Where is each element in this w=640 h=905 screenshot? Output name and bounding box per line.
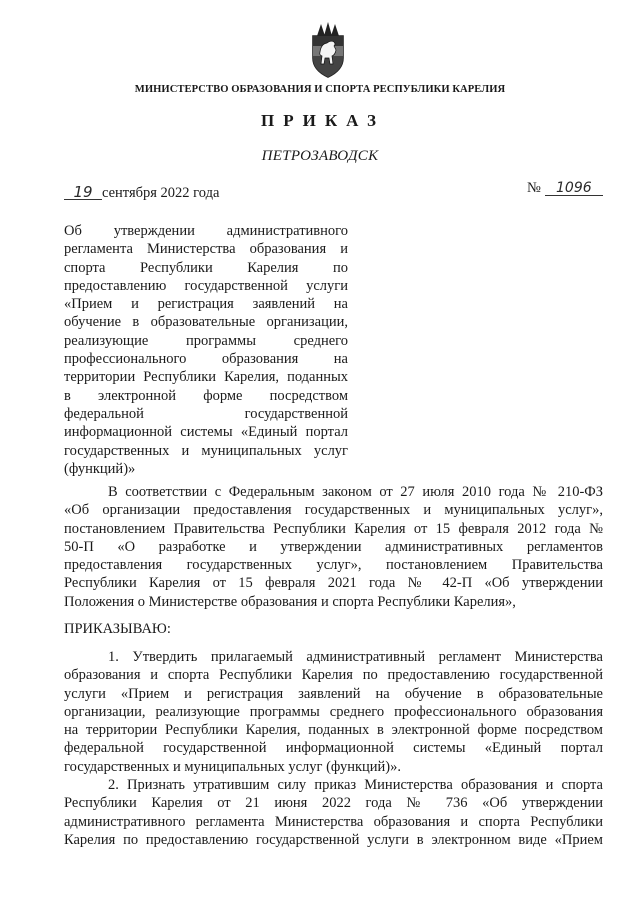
- item2-line: Республики Карелия от 21 июня 2022 года № 736 «Об утверждении: [64, 795, 603, 812]
- subject-line: реализующие программы среднего: [64, 332, 348, 349]
- subject-line: спорта Республики Карелия по: [64, 259, 348, 276]
- subject-line: регламента Министерства образования и: [64, 241, 348, 258]
- item1-line: 1. Утвердить прилагаемый административный регламент Министерства: [108, 649, 603, 665]
- subject-line: (функций)»: [64, 460, 136, 477]
- order-date: [64, 185, 219, 202]
- subject-line: в электронной форме посредством: [64, 387, 348, 404]
- karelia-coat-of-arms-icon: [309, 22, 347, 78]
- subject-line: Об утверждении административного: [64, 223, 348, 239]
- number-symbol: №: [527, 180, 541, 196]
- item2-line: Карелия по предоставлению государственной услуги в электронном виде «Прием: [64, 831, 603, 848]
- document-type-title: ПРИКАЗ: [261, 111, 385, 130]
- date-rest: сентября 2022 года: [102, 185, 220, 201]
- item1-line: организации, реализующие программы среднего профессионального образования: [64, 703, 603, 720]
- subject-line: профессионального образования на: [64, 351, 348, 368]
- preamble-line: В соответствии с Федеральным законом от 27 июля 2010 года № 210-ФЗ: [108, 484, 603, 500]
- item1-line: федеральной государственной информационной системы «Единый портал: [64, 740, 603, 757]
- ministry-name: МИНИСТЕРСТВО ОБРАЗОВАНИЯ И СПОРТА РЕСПУБЛИКИ КАРЕЛИЯ: [134, 84, 506, 95]
- subject-line: предоставлению государственной услуги: [64, 277, 348, 294]
- preamble-line: предоставления государственных услуг», постановлением Правительства: [64, 557, 603, 574]
- subject-line: территории Республики Карелия, поданных: [64, 369, 348, 386]
- preamble-line: Республики Карелия от 15 февраля 2021 года № 42-П «Об утверждении: [64, 575, 603, 592]
- order-subject: [64, 222, 348, 478]
- item1-line: на территории Республики Карелия, поданных в электронной форме посредством: [64, 722, 603, 739]
- preamble-paragraph: [64, 483, 603, 611]
- item1-line: государственных и муниципальных услуг (функций)».: [64, 758, 401, 775]
- item2-line: 2. Признать утратившим силу приказ Министерства образования и спорта: [108, 777, 603, 794]
- preamble-line: 50-П «О разработке и утверждении административных регламентов: [64, 538, 603, 555]
- subject-line: обучение в образовательные организации,: [64, 314, 348, 331]
- order-number: [527, 180, 603, 197]
- subject-line: информационной системы «Единый портал: [64, 424, 348, 441]
- handwritten-number: 1096: [545, 182, 603, 196]
- preamble-line: постановлением Правительства Республики Карелия от 15 февраля 2012 года №: [64, 520, 603, 537]
- item1-line: образования и спорта Республики Карелия по предоставлению государственной: [64, 667, 603, 684]
- preamble-line: Положения о Министерстве образования и спорта Республики Карелия»,: [64, 593, 516, 610]
- order-items: [64, 648, 603, 849]
- subject-line: федеральной государственной: [64, 405, 348, 422]
- item1-line: услуги «Прием и регистрация заявлений на обучение в образовательные: [64, 685, 603, 702]
- subject-line: государственных и муниципальных услуг: [64, 442, 348, 459]
- subject-line: «Прием и регистрация заявлений на: [64, 296, 348, 313]
- city-name: ПЕТРОЗАВОДСК: [261, 148, 379, 164]
- decree-word: ПРИКАЗЫВАЮ:: [64, 621, 171, 637]
- preamble-line: «Об организации предоставления государственных и муниципальных услуг»,: [64, 502, 603, 519]
- handwritten-day: 19: [64, 186, 102, 200]
- item2-line: административного регламента Министерства образования и спорта Республики: [64, 813, 603, 830]
